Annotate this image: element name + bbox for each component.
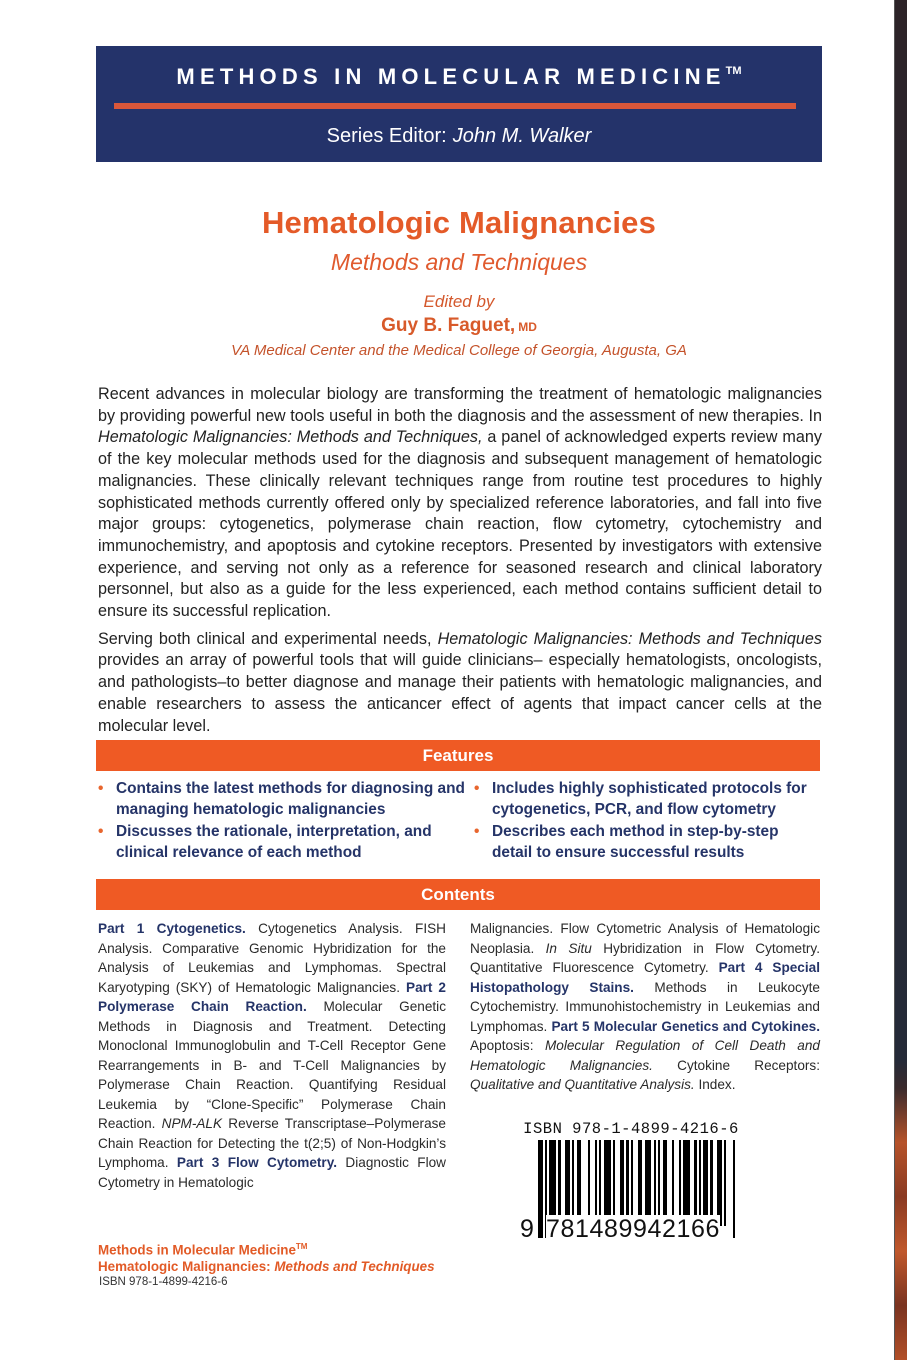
contents-heading-bar: Contents xyxy=(96,879,820,910)
feature-item: • Describes each method in step-by-step detail to ensure successful results xyxy=(474,823,779,861)
series-title: METHODS IN MOLECULAR MEDICINE™ xyxy=(176,64,742,89)
series-banner xyxy=(96,46,822,162)
footer-title: Hematologic Malignancies: Methods and Techniques xyxy=(98,1259,435,1275)
description-paragraph-2: Serving both clinical and experimental needs, Hematologic Malignancies: Methods and Techniques provides an array of powerful tools that will guide clinicians– especially hematologists, oncologists, and pathologists–to better diagnose and manage their patients with hematologic malignancies, and enable researchers to assess the anticancer effect of agents that impact cancer cells at the molecular level. xyxy=(98,629,823,735)
editor-affiliation: VA Medical Center and the Medical College of Georgia, Augusta, GA xyxy=(231,342,687,359)
edited-by-label: Edited by xyxy=(423,292,495,311)
bullet-icon: • xyxy=(474,780,480,797)
bullet-icon: • xyxy=(98,780,104,797)
series-divider xyxy=(114,103,796,109)
isbn-barcode: ISBN 978-1-4899-4216-6 9 781489 942166 xyxy=(516,1120,746,1245)
book-spine-edge xyxy=(894,0,907,1360)
contents-column-right: Malignancies. Flow Cytometric Analysis of Hematologic Neoplasia. In Situ Hybridization in Flow Cytometry. Quantitative Fluorescence Cytometry. Part 4 Special Histopathology Stains. Methods in Leukocyte Cytochemistry. Immunohistochemistry in Leukemias and Lymphomas. Part 5 Molecular Genetics and Cytokines. Apoptosis: Molecular Regulation of Cell Death and Hematologic Malignancies. Cytokine Receptors: Qualitative and Quantitative Analysis. Index. xyxy=(470,921,820,1092)
description-paragraph-1: Recent advances in molecular biology are transforming the treatment of hematologic malignancies by providing powerful new tools useful in both the diagnosis and the assessment of new therapies. In Hematologic Malignancies: Methods and Techniques, a panel of acknowledged experts review many of the key molecular methods used for the diagnosis and subsequent management of hematologic malignancies. These clinically relevant techniques range from routine test procedures to highly sophisticated methods currently offered only by specialized reference laboratories, and fall into five major groups: cytogenetics, polymerase chain reaction, flow cytometry, cytochemistry and immunochemistry, and apoptosis and cytokine receptors. Presented by investigators with extensive experience, and serving not only as a reference for seasoned research and clinical laboratory personnel, but also as a guide for the less experienced, each method contains sufficient detail to ensure its successful replication. xyxy=(98,385,822,621)
features-list xyxy=(96,779,820,863)
title-block xyxy=(96,203,822,362)
feature-item: • Discusses the rationale, interpretation, and clinical relevance of each method xyxy=(98,823,432,861)
book-description xyxy=(98,384,822,737)
book-subtitle: Methods and Techniques xyxy=(330,249,588,275)
series-editor: Series Editor: John M. Walker xyxy=(326,125,592,147)
bullet-icon: • xyxy=(474,823,480,840)
features-heading-bar: Features xyxy=(96,740,820,771)
footer-imprint xyxy=(98,1238,435,1290)
editor-name: Guy B. Faguet, MD xyxy=(381,315,537,336)
bullet-icon: • xyxy=(98,823,104,840)
footer-isbn: ISBN 978-1-4899-4216-6 xyxy=(99,1276,228,1289)
feature-item: • Contains the latest methods for diagnosing and managing hematologic malignancies xyxy=(98,780,465,818)
contents-column-left: Part 1 Cytogenetics. Cytogenetics Analysis. FISH Analysis. Comparative Genomic Hybridization for the Analysis of Leukemias and Lymphomas. Spectral Karyotyping (SKY) of Hematologic Malignancies. Part 2 Polymerase Chain Reaction. Molecular Genetic Methods in Diagnosis and Treatment. Detecting Monoclonal Immunoglobulin and T-Cell Receptor Gene Rearrangements in B- and T-Cell Malignancies by Polymerase Chain Reaction. Quantifying Residual Leukemia by “Clone-Specific” Polymerase Chain Reaction. NPM-ALK Reverse Transcriptase–Polymerase Chain Reaction for Detecting the t(2;5) of Non-Hodgkin’s Lymphoma. Part 3 Flow Cytometry. Diagnostic Flow Cytometry in Hematologic xyxy=(98,921,446,1190)
book-title: Hematologic Malignancies xyxy=(261,205,657,240)
feature-item: • Includes highly sophisticated protocols for cytogenetics, PCR, and flow cytometry xyxy=(474,780,807,818)
isbn-label: ISBN 978-1-4899-4216-6 xyxy=(523,1120,739,1138)
footer-series: Methods in Molecular Medicine™ xyxy=(98,1242,308,1258)
